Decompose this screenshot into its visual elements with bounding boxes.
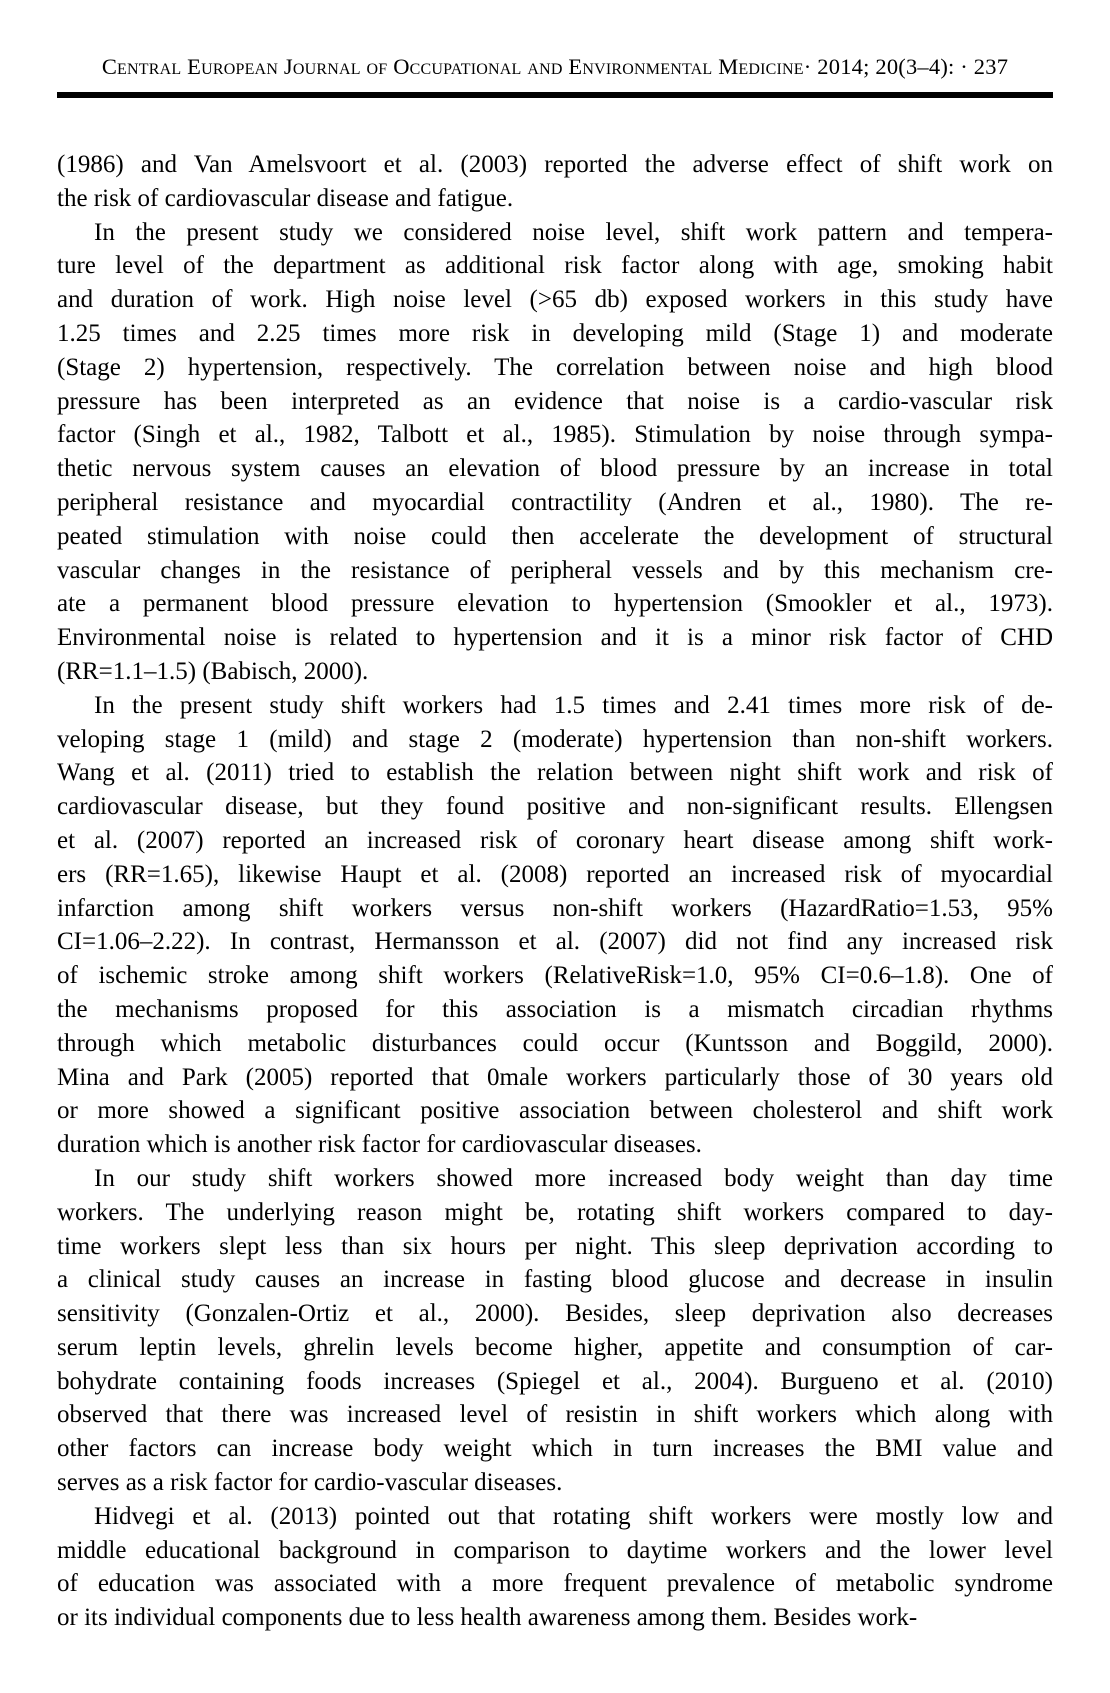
text-line: factor (Singh et al., 1982, Talbott et al., 1985). Stimulation by noise through sympa- — [57, 421, 1053, 449]
text-line: duration which is another risk factor for cardiovascular diseases. — [57, 1131, 702, 1159]
text-line: a clinical study causes an increase in fasting blood glucose and decrease in insulin — [57, 1266, 1053, 1294]
text-line: or more showed a significant positive association between cholesterol and shift work — [57, 1097, 1053, 1125]
text-line: workers. The underlying reason might be, rotating shift workers compared to day- — [57, 1198, 1053, 1226]
text-line: peated stimulation with noise could then accelerate the development of structural — [57, 522, 1053, 550]
text-line: (1986) and Van Amelsvoort et al. (2003) reported the adverse effect of shift work on — [57, 151, 1053, 178]
text-line: In the present study shift workers had 1.5 times and 2.41 times more risk of de- — [94, 691, 1053, 719]
text-line: veloping stage 1 (mild) and stage 2 (moderate) hypertension than non-shift workers. — [57, 725, 1053, 753]
text-line: of ischemic stroke among shift workers (RelativeRisk=1.0, 95% CI=0.6–1.8). One of — [57, 962, 1053, 990]
text-line: In our study shift workers showed more increased body weight than day time — [94, 1164, 1053, 1192]
text-line: observed that there was increased level of resistin in shift workers which along with — [57, 1401, 1053, 1429]
text-line: serves as a risk factor for cardio-vascular diseases. — [57, 1469, 563, 1497]
text-line: Environmental noise is related to hypertension and it is a minor risk factor of CHD — [57, 624, 1053, 652]
paragraph — [57, 148, 1053, 216]
text-line: the mechanisms proposed for this association is a mismatch circadian rhythms — [57, 995, 1053, 1023]
text-line: (Stage 2) hypertension, respectively. The correlation between noise and high blood — [57, 353, 1053, 381]
text-line: the risk of cardiovascular disease and fatigue. — [57, 184, 514, 212]
text-line: CI=1.06–2.22). In contrast, Hermansson et al. (2007) did not find any increased risk — [57, 928, 1053, 956]
text-line: and duration of work. High noise level (>65 db) exposed workers in this study have — [57, 286, 1053, 314]
text-line: ture level of the department as additional risk factor along with age, smoking habit — [57, 252, 1053, 280]
text-line: (RR=1.1–1.5) (Babisch, 2000). — [57, 657, 369, 685]
text-line: Mina and Park (2005) reported that 0male workers particularly those of 30 years old — [57, 1063, 1053, 1091]
text-line: sensitivity (Gonzalen-Ortiz et al., 2000). Besides, sleep deprivation also decreases — [57, 1300, 1053, 1328]
text-line: vascular changes in the resistance of peripheral vessels and by this mechanism cre- — [57, 556, 1053, 584]
text-line: peripheral resistance and myocardial contractility (Andren et al., 1980). The re- — [57, 488, 1053, 516]
text-line: Hidvegi et al. (2013) pointed out that rotating shift workers were mostly low and — [94, 1502, 1053, 1530]
text-line: other factors can increase body weight which in turn increases the BMI value and — [57, 1435, 1053, 1463]
article-body — [57, 148, 1053, 1635]
text-line: cardiovascular disease, but they found positive and non-significant results. Ellengsen — [57, 793, 1053, 821]
text-line: thetic nervous system causes an elevation of blood pressure by an increase in total — [57, 455, 1053, 483]
paragraph — [57, 1500, 1053, 1635]
text-line: through which metabolic disturbances could occur (Kuntsson and Boggild, 2000). — [57, 1029, 1053, 1057]
paragraph — [57, 689, 1053, 1162]
text-line: In the present study we considered noise level, shift work pattern and tempera- — [94, 218, 1053, 246]
text-line: et al. (2007) reported an increased risk of coronary heart disease among shift work- — [57, 826, 1053, 854]
text-line: ate a permanent blood pressure elevation to hypertension (Smookler et al., 1973). — [57, 590, 1053, 618]
text-line: 1.25 times and 2.25 times more risk in developing mild (Stage 1) and moderate — [57, 319, 1053, 347]
text-line: pressure has been interpreted as an evidence that noise is a cardio-vascular risk — [57, 387, 1053, 415]
text-line: bohydrate containing foods increases (Spiegel et al., 2004). Burgueno et al. (2010) — [57, 1367, 1053, 1395]
journal-running-head: Central European Journal of Occupational and Environmental Medicine· 2014; 20(3–4): · 237 — [101, 54, 1009, 79]
text-line: infarction among shift workers versus non-shift workers (HazardRatio=1.53, 95% — [57, 894, 1053, 922]
text-line: or its individual components due to less health awareness among them. Besides work- — [57, 1604, 918, 1632]
text-line: serum leptin levels, ghrelin levels become higher, appetite and consumption of car- — [57, 1333, 1053, 1361]
text-line: of education was associated with a more frequent prevalence of metabolic syndrome — [57, 1570, 1053, 1598]
text-line: Wang et al. (2011) tried to establish the relation between night shift work and risk of — [57, 759, 1053, 787]
text-line: middle educational background in comparison to daytime workers and the lower level — [57, 1536, 1053, 1564]
paragraph — [57, 216, 1053, 689]
header-rule — [57, 92, 1053, 98]
text-line: time workers slept less than six hours per night. This sleep deprivation according to — [57, 1232, 1053, 1260]
text-line: ers (RR=1.65), likewise Haupt et al. (2008) reported an increased risk of myocardial — [57, 860, 1053, 888]
paragraph — [57, 1162, 1053, 1500]
